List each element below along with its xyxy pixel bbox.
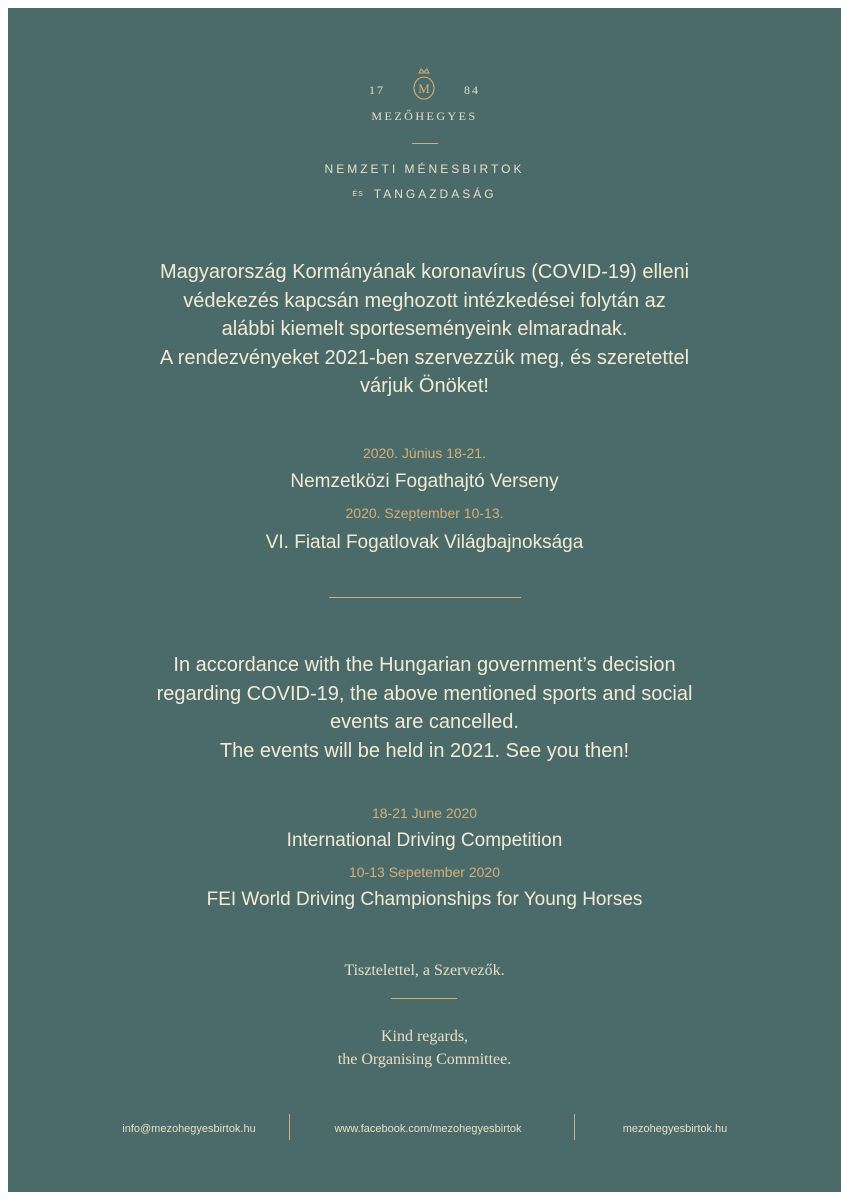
en-line: In accordance with the Hungarian government’s decision (173, 654, 676, 676)
monogram-m-crown-icon (412, 67, 436, 101)
closing-english (8, 1025, 841, 1071)
en-event-1-date: 18-21 June 2020 (371, 805, 478, 821)
closing-english-line2: the Organising Committee. (337, 1051, 512, 1068)
subtitle-line2 (8, 187, 841, 201)
brand-name: MEZŐHEGYES (371, 109, 478, 123)
footer-email-link[interactable]: info@mezohegyesbirtok.hu (122, 1123, 256, 1135)
founding-year-right: 84 (464, 83, 480, 97)
footer-facebook-link[interactable]: www.facebook.com/mezohegyesbirtok (334, 1123, 522, 1135)
subtitle-line2-text: TANGAZDASÁG (373, 187, 497, 201)
footer-separator (574, 1114, 575, 1140)
closing-hungarian: Tisztelettel, a Szervezők. (344, 962, 505, 979)
en-line: The events will be held in 2021. See you then! (219, 739, 630, 762)
poster (8, 8, 841, 1192)
hu-event-1-date: 2020. Június 18-21. (363, 445, 486, 461)
en-event-2-name: FEI World Driving Championships for Young Horses (206, 889, 643, 910)
hu-event-1-name: Nemzetközi Fogathajtó Verseny (290, 471, 559, 492)
closing-english-line1: Kind regards, (380, 1028, 469, 1045)
closing-divider (391, 998, 457, 999)
en-line: regarding COVID-19, the above mentioned sports and social (156, 682, 693, 705)
hu-line: Magyarország Kormányának koronavírus (COVID-19) elleni (159, 261, 690, 283)
subtitle-line1: NEMZETI MÉNESBIRTOK (324, 162, 525, 176)
subtitle-es: ÉS (352, 191, 364, 198)
section-divider (329, 597, 521, 598)
hu-line: alábbi kiemelt sporteseményeink elmaradnak. (221, 318, 628, 340)
hu-line: várjuk Önöket! (360, 375, 489, 397)
hu-line: A rendezvényeket 2021-ben szervezzük meg, és szeretettel (159, 346, 690, 369)
english-announcement (8, 651, 841, 765)
footer-separator (289, 1114, 290, 1140)
footer-website-link[interactable]: mezohegyesbirtok.hu (622, 1123, 728, 1135)
founding-year-left: 17 (369, 83, 385, 97)
en-event-1-name: International Driving Competition (286, 830, 563, 851)
hu-line: védekezés kapcsán meghozott intézkedései folytán az (183, 289, 666, 312)
hungarian-announcement (8, 258, 841, 401)
hu-event-2-name: VI. Fiatal Fogatlovak Világbajnoksága (265, 532, 584, 553)
svg-text:M: M (418, 81, 430, 96)
header-divider (412, 143, 438, 144)
hu-event-2-date: 2020. Szeptember 10-13. (345, 505, 504, 521)
en-line: events are cancelled. (329, 711, 519, 733)
en-event-2-date: 10-13 Sepetember 2020 (349, 864, 500, 880)
